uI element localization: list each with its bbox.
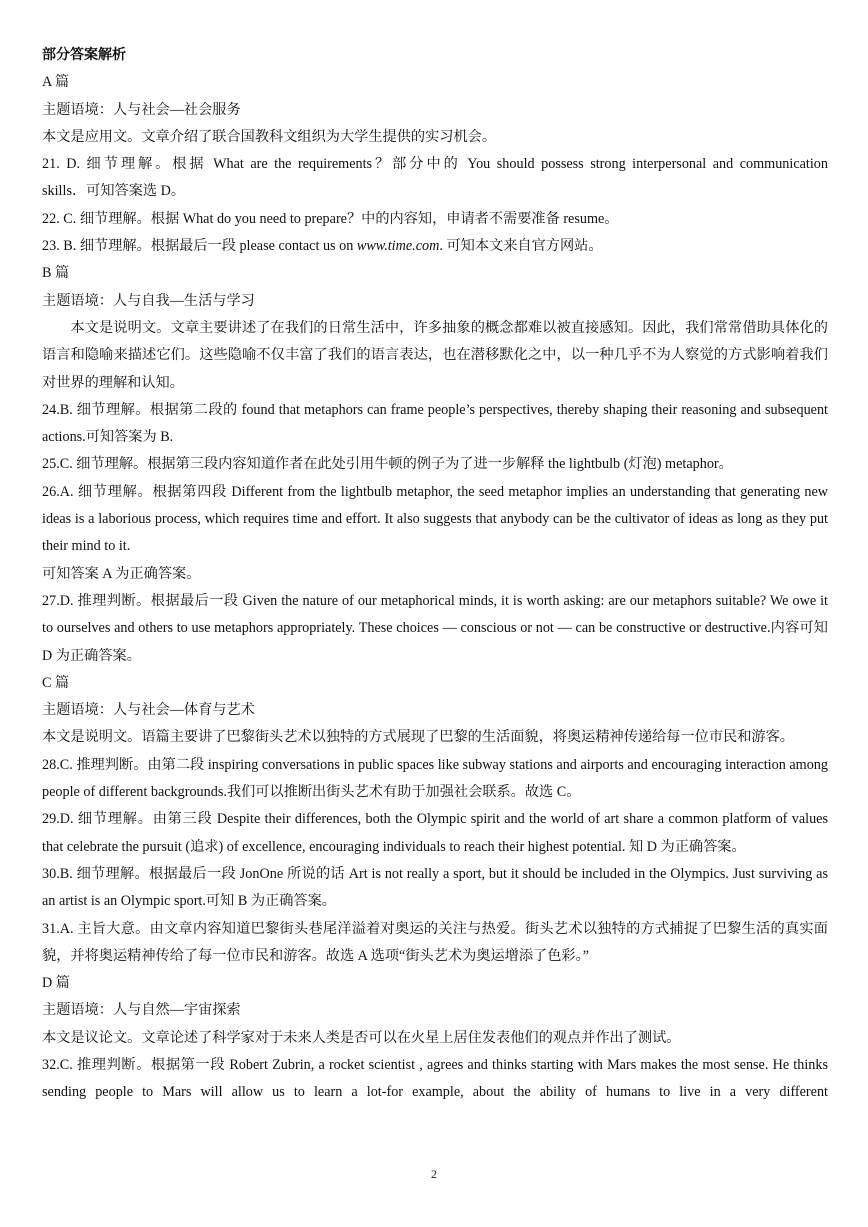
section-d-theme: 主题语境：人与自然—宇宙探索 xyxy=(42,1002,241,1019)
section-b-label: B 篇 xyxy=(42,265,70,282)
section-a-summary: 本文是应用文。文章介绍了联合国教科文组织为大学生提供的实习机会。 xyxy=(42,128,497,145)
official-website-link[interactable]: www.time.com xyxy=(356,238,440,255)
answer-29: 29.D. 细节理解。由第三段 Despite their differences, both the Olympic spirit and the world of art share a common platform of values that celebrate the pursuit (追求) of excellence, encouraging individuals to reach their highest potential. 知 D 为正确答案。 xyxy=(42,811,828,855)
answer-30: 30.B. 细节理解。根据最后一段 JonOne 所说的话 Art is not really a sport, but it should be included in the Olympics. Just surviving as an artist is an Olympic sport.可知 B 为正确答案。 xyxy=(42,865,828,910)
answer-analysis-page xyxy=(42,42,828,1107)
answer-28: 28.C. 推理判断。由第二段 inspiring conversations in public spaces like subway stations and airports and encouraging interaction among people of different backgrounds.我们可以推断出街头艺术有助于加强社会联系。故选 C。 xyxy=(42,756,828,801)
section-c-label: C 篇 xyxy=(42,674,70,691)
answer-31: 31.A. 主旨大意。由文章内容知道巴黎街头巷尾洋溢着对奥运的关注与热爱。街头艺术以独特的方式捕捉了巴黎生活的真实面貌，并将奥运精神传给了每一位市民和游客。故选 A 选项“街头艺术为奥运增添了色彩。” xyxy=(42,920,828,964)
answer-27: 27.D. 推理判断。根据最后一段 Given the nature of our metaphorical minds, it is worth asking: are our metaphors suitable? We owe it to ourselves and others to use metaphors appropriately. These choices — conscious or not — can be constructive or destructive.内容可知 D 为正确答案。 xyxy=(42,592,828,664)
answer-23-text: 23. B. 细节理解。根据最后一段 please contact us on xyxy=(42,238,357,255)
section-c-theme: 主题语境：人与社会—体育与艺术 xyxy=(42,702,255,719)
answer-23 xyxy=(42,233,828,260)
page-title: 部分答案解析 xyxy=(42,47,126,63)
answer-21-line1: 21. D. 细节理解。根据 What are the requirements？部分中的 You should possess strong interpersonal and communication xyxy=(42,156,828,173)
section-d-label: D 篇 xyxy=(42,975,70,992)
answer-24: 24.B. 细节理解。根据第二段的 found that metaphors can frame people’s perspectives, thereby shaping their reasoning and subsequent actions.可知答案为 B. xyxy=(42,401,828,446)
section-d-summary: 本文是议论文。文章论述了科学家对于未来人类是否可以在火星上居住发表他们的观点并作出了测试。 xyxy=(42,1029,681,1046)
answer-26: 26.A. 细节理解。根据第四段 Different from the lightbulb metaphor, the seed metaphor implies an understanding that generating new ideas is a laborious process, which requires time and effort. It also suggests that anybody can be the cultivator of ideas as long as they put their mind to it. xyxy=(42,483,828,555)
answer-23-conclusion: . 可知本文来自官方网站。 xyxy=(439,238,603,255)
section-c-summary: 本文是说明文。语篇主要讲了巴黎街头艺术以独特的方式展现了巴黎的生活面貌，将奥运精神传递给每一位市民和游客。 xyxy=(42,729,794,746)
section-b-theme: 主题语境：人与自我—生活与学习 xyxy=(42,292,255,309)
answer-26-conclusion: 可知答案 A 为正确答案。 xyxy=(42,565,201,582)
section-a-label: A 篇 xyxy=(42,74,70,91)
section-b-summary: 本文是说明文。文章主要讲述了在我们的日常生活中，许多抽象的概念都难以被直接感知。因此，我们常常借助具体化的语言和隐喻来描述它们。这些隐喻不仅丰富了我们的语言表达，也在潜移默化之中，以一种几乎不为人察觉的方式影响着我们对世界的理解和认知。 xyxy=(42,319,828,391)
section-a-theme: 主题语境：人与社会—社会服务 xyxy=(42,101,241,118)
answer-22: 22. C. 细节理解。根据 What do you need to prepare？中的内容知，申请者不需要准备 resume。 xyxy=(42,210,619,227)
answer-21-line2: skills．可知答案选 D。 xyxy=(42,183,186,200)
answer-25: 25.C. 细节理解。根据第三段内容知道作者在此处引用牛顿的例子为了进一步解释 the lightbulb (灯泡) metaphor。 xyxy=(42,456,733,473)
page-number: 2 xyxy=(431,1167,437,1181)
answer-32: 32.C. 推理判断。根据第一段 Robert Zubrin, a rocket scientist , agrees and thinks starting with Mars makes the most sense. He thinks sending people to Mars will allow us to learn a lot-for example, about the ability of humans to live in a very different xyxy=(42,1056,828,1101)
